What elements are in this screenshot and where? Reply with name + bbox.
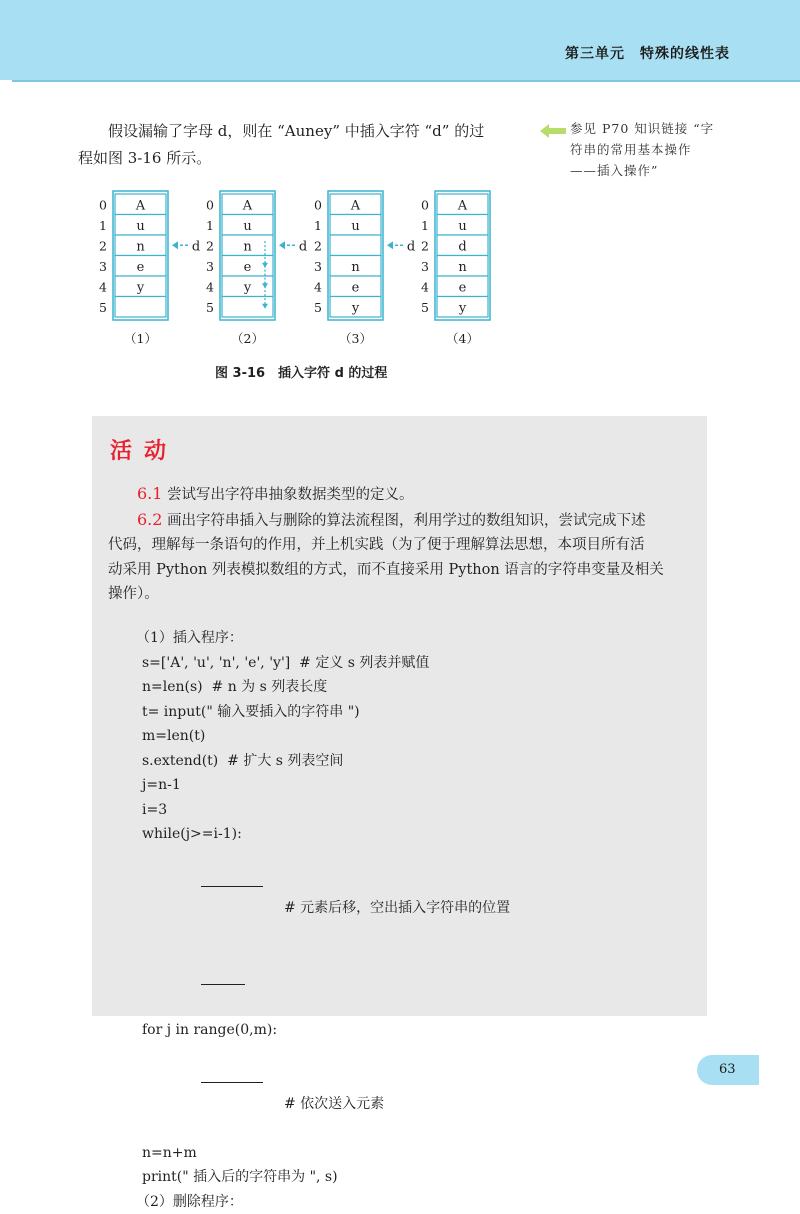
code-line: while(j>=i-1): xyxy=(142,822,682,847)
activity-title: 活动 xyxy=(110,434,178,465)
index-label: 3 xyxy=(421,259,429,274)
item-number: 6.2 xyxy=(137,510,162,529)
index-label: 0 xyxy=(421,197,429,212)
cell-value: u xyxy=(243,219,251,234)
code-line: m=len(t) xyxy=(142,724,682,749)
index-label: 3 xyxy=(314,259,322,274)
cell-value: n xyxy=(458,260,467,275)
index-label: 1 xyxy=(421,218,429,233)
cell-value: y xyxy=(136,280,145,295)
item-text: 动采用 Python 列表模拟数组的方式，而不直接采用 Python 语言的字符串变量及相关 xyxy=(108,558,688,583)
item-text: 尝试写出字符串抽象数据类型的定义。 xyxy=(167,487,414,503)
code-line-blank xyxy=(142,1043,682,1141)
code-line: t= input(" 输入要插入的字符串 ") xyxy=(142,700,682,725)
index-label: 0 xyxy=(314,197,322,212)
index-label: 2 xyxy=(421,238,429,253)
cell-value: n xyxy=(351,260,360,275)
code-line: for j in range(0,m): xyxy=(142,1018,682,1043)
fill-blank xyxy=(201,970,245,985)
fill-blank xyxy=(201,872,263,887)
index-label: 3 xyxy=(206,259,214,274)
array-cell xyxy=(115,297,166,318)
cell-value: y xyxy=(243,280,252,295)
cell-value: u xyxy=(351,219,359,234)
code-listing xyxy=(142,626,682,1214)
item-text: 操作）。 xyxy=(108,582,688,607)
cell-value: e xyxy=(459,280,467,295)
fill-blank xyxy=(201,1068,263,1083)
array-cell xyxy=(330,235,381,256)
code-line: j=n-1 xyxy=(142,773,682,798)
index-label: 3 xyxy=(99,259,107,274)
index-label: 4 xyxy=(421,279,429,294)
index-label: 2 xyxy=(99,238,107,253)
activity-item-2 xyxy=(108,508,688,534)
index-label: 4 xyxy=(99,279,107,294)
column-label: （2） xyxy=(231,331,264,346)
cell-value: n xyxy=(243,239,252,254)
subsection-insert: （1）插入程序： xyxy=(136,626,682,651)
cell-value: u xyxy=(458,219,466,234)
activity-item-1 xyxy=(108,482,688,508)
header-band xyxy=(0,0,800,80)
left-arrow-icon xyxy=(540,124,566,138)
intro-paragraph xyxy=(78,118,508,172)
cell-value: u xyxy=(136,219,144,234)
cell-value: y xyxy=(351,301,360,316)
code-comment: # 依次送入元素 xyxy=(284,1092,384,1117)
intro-line-2: 程如图 3-16 所示。 xyxy=(78,145,508,172)
cell-value: A xyxy=(350,198,361,213)
code-comment: # 元素后移，空出插入字符串的位置 xyxy=(284,896,510,921)
side-note-text: 参见 P70 知识链接 “字符串的常用基本操作——插入操作” xyxy=(570,118,715,181)
page-number-tab xyxy=(697,1055,759,1085)
cell-value: e xyxy=(244,260,252,275)
code-line-blank xyxy=(142,945,682,1019)
index-label: 1 xyxy=(314,218,322,233)
index-label: 0 xyxy=(99,197,107,212)
cell-value: y xyxy=(458,301,467,316)
cell-value: d xyxy=(458,239,466,254)
insert-arrow-head xyxy=(279,241,285,249)
code-line: n=len(s) # n 为 s 列表长度 xyxy=(142,675,682,700)
unit-title: 第三单元 特殊的线性表 xyxy=(565,43,730,63)
column-label: （4） xyxy=(446,331,479,346)
intro-line-1: 假设漏输了字母 d，则在 “Auney” 中插入字符 “d” 的过 xyxy=(78,118,508,145)
cell-value: n xyxy=(136,239,145,254)
figure-caption: 图 3-16 插入字符 d 的过程 xyxy=(215,362,387,381)
index-label: 1 xyxy=(206,218,214,233)
cell-value: e xyxy=(352,280,360,295)
column-label: （3） xyxy=(339,331,372,346)
index-label: 4 xyxy=(314,279,322,294)
code-line: n=n+m xyxy=(142,1141,682,1166)
cell-value: A xyxy=(135,198,146,213)
index-label: 5 xyxy=(314,300,322,315)
index-label: 5 xyxy=(421,300,429,315)
cell-value: A xyxy=(457,198,468,213)
header-divider xyxy=(12,80,800,82)
cell-value: e xyxy=(137,260,145,275)
code-line: print(" 插入后的字符串为 ", s) xyxy=(142,1165,682,1190)
insert-char: d xyxy=(192,239,200,254)
code-line: s.extend(t) # 扩大 s 列表空间 xyxy=(142,749,682,774)
column-label: （1） xyxy=(124,331,157,346)
code-line: s=['A', 'u', 'n', 'e', 'y'] # 定义 s 列表并赋值 xyxy=(142,651,682,676)
code-line: i=3 xyxy=(142,798,682,823)
index-label: 0 xyxy=(206,197,214,212)
insert-char: d xyxy=(299,239,307,254)
insertion-figure xyxy=(95,185,515,350)
insert-arrow-head xyxy=(387,241,393,249)
item-number: 6.1 xyxy=(137,484,162,503)
activity-box xyxy=(92,416,707,1016)
index-label: 1 xyxy=(99,218,107,233)
activity-body xyxy=(108,482,688,607)
item-text: 代码，理解每一条语句的作用，并上机实践（为了便于理解算法思想，本项目所有活 xyxy=(108,533,688,558)
cell-value: A xyxy=(242,198,253,213)
item-text: 画出字符串插入与删除的算法流程图，利用学过的数组知识，尝试完成下述 xyxy=(167,513,646,529)
subsection-delete: （2）删除程序： xyxy=(136,1190,682,1214)
index-label: 2 xyxy=(206,238,214,253)
index-label: 5 xyxy=(99,300,107,315)
code-line-blank xyxy=(142,847,682,945)
insert-char: d xyxy=(407,239,415,254)
index-label: 4 xyxy=(206,279,214,294)
insert-arrow-head xyxy=(172,241,178,249)
index-label: 5 xyxy=(206,300,214,315)
page-number: 63 xyxy=(719,1062,736,1077)
index-label: 2 xyxy=(314,238,322,253)
